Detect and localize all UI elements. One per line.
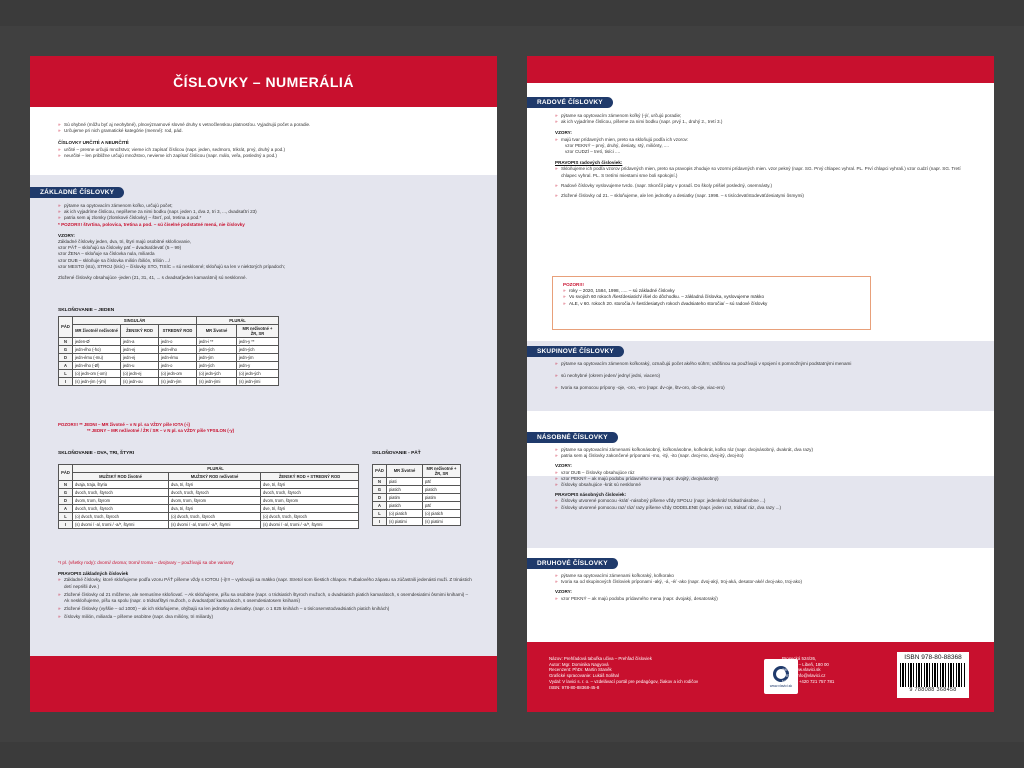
table-cell: (o) jedn-om (-om) <box>73 369 121 377</box>
table-row <box>59 377 279 385</box>
table-cell: jedn-ých <box>197 361 237 369</box>
nasobne-vzor: » vzor DUB – číslovky obsahujúce ráz <box>555 470 970 476</box>
table-cell: dvoch, troch, štyroch <box>261 489 359 497</box>
barcode-icon <box>900 663 966 687</box>
address-line: Praha 9 – Libeň, 180 00 <box>782 661 829 667</box>
page-title: ČÍSLOVKY – NUMERÁLIÁ <box>173 73 354 90</box>
nasobne-pravopis-item: » číslovky utvorené pomocou raz/ ráz/ razy píšeme vždy ODDELENE (napr. jeden raz, tridsať ráz, dva razy ...) <box>555 505 970 511</box>
table-cell: dve, tri, štyri <box>261 505 359 513</box>
table-row <box>373 509 461 517</box>
table-cell: dve, tri, štyri <box>261 481 359 489</box>
table-header: PÁD <box>59 465 73 481</box>
urcite-heading: ČÍSLOVKY URČITÉ A NEURČITÉ <box>58 140 129 146</box>
table-subheader: STREDNÝ ROD <box>159 325 197 338</box>
footer-line: Názov: Prehľadová tabuľka učiva – Prehľad čísloviek <box>549 656 652 661</box>
table-cell: dvoch, troch, štyroch <box>73 489 169 497</box>
table-cell: D <box>373 493 387 501</box>
table-cell: dvoch, troch, štyroch <box>73 505 169 513</box>
druhove-item: » tvoria sa od skupinových čísloviek príponami -aký, -á, -é/ -ako (napr. dvoj-aký, troj-aká, desator-aké/ dvoj-ako, troj-ako) <box>555 579 970 585</box>
table-cell: I <box>59 521 73 529</box>
druhove-vzory-heading: VZORY: <box>555 589 572 595</box>
radove-pravopis-item: » Zložené číslovky od 21. – skloňujeme, ale len jednotky a desiatky (napr. 1998. – s tisícdeväťstodeväťdesiatymi ôsmymi) <box>555 193 970 199</box>
vzory-line: vzor MESTO (sto), STROJ (tisíc) – číslovky STO, TISÍC = sú nesklonné; skloňujú sa len v niektorých prípadoch; <box>58 263 286 269</box>
table-cell: (s) piatimi <box>423 517 461 525</box>
radove-header <box>527 91 613 109</box>
table-cell: päť <box>423 501 461 509</box>
table-row <box>59 505 359 513</box>
table-title: SKLOŇOVANIE – JEDEN <box>58 308 115 313</box>
skupinove-title: SKUPINOVÉ ČÍSLOVKY <box>527 346 624 357</box>
table-subheader: MR životné/ neživotné <box>73 325 121 338</box>
nasobne-header <box>527 426 618 444</box>
pravopis-heading: PRAVOPIS základných čísloviek <box>58 571 129 577</box>
table-cell: (o) jedn-om <box>159 369 197 377</box>
table-cell: (s) jedn-ým (-ým) <box>73 377 121 385</box>
left-page <box>30 56 497 712</box>
table-row <box>59 489 359 497</box>
table-cell: jedn-i ** <box>197 337 237 345</box>
warning-item: » ALE, v 60. rokoch 20. storočia /v šesťdesiatych rokoch dvadsiateho storočia/ – sú radové číslovky <box>563 301 860 307</box>
footer-credits <box>549 656 698 690</box>
footer-line: Autor: Mgr. Dominika Nagyová <box>549 661 609 667</box>
table-cell: piatich <box>423 485 461 493</box>
jedni-warning <box>58 422 473 434</box>
vzory-heading: VZORY: <box>58 232 75 238</box>
publisher-address <box>782 656 834 685</box>
table-row <box>59 353 279 361</box>
radove-pravopis-item: » Skloňujeme ich podľa vzorov prídavných mien, preto sa pravopis zhoduje so vzormi prídavných mien. vzor pekný (napr. SG. Prvý chlapec vyhral. PL. Prví chlapci vyhrali.) vzor cudzí (napr. SG. Tretí chlapec vyhral. PL. S tretími miestami sme boli spokojní.) <box>555 166 970 178</box>
table-cell: dvaja, traja, štyria <box>73 481 169 489</box>
table-row <box>59 513 359 521</box>
warning-line: ** JEDNY – MR neživotné / ŽR / SR – v N pl. sa VŽDY píše YPSILON (-y) <box>87 428 235 434</box>
nasobne-title: NÁSOBNÉ ČÍSLOVKY <box>527 432 618 443</box>
table-cell: piatim <box>387 493 423 501</box>
table-cell: päť <box>423 477 461 485</box>
table-cell: (o) dvoch, troch, štyroch <box>169 513 261 521</box>
address-line: e-mail: info@vlavici.cz <box>782 673 826 679</box>
nasobne-vzor: » číslovky obsahujúce -krát sú nesklonné <box>555 482 970 488</box>
vzory-line: Základné číslovky jeden, dva, tri, štyri majú osobitné skloňovanie, <box>58 239 192 245</box>
table-cell: I <box>373 517 387 525</box>
table-row <box>373 477 461 485</box>
table-header: PLURÁL <box>197 317 279 325</box>
table-cell: jedn-a <box>121 337 159 345</box>
table-cell: (s) dvomi / -a/, tromi / -a/*, štyrmi <box>261 521 359 529</box>
jeden-table-block <box>58 308 473 386</box>
table-subheader: ŽENSKÝ ROD <box>121 325 159 338</box>
radove-section <box>555 113 970 199</box>
table-cell: (o) dvoch, troch, štyroch <box>73 513 169 521</box>
table-cell: (s) dvomi / -a/, tromi / -a/*, štyrmi <box>169 521 261 529</box>
table-header: PÁD <box>59 317 73 338</box>
table-cell: L <box>59 369 73 377</box>
table-row <box>59 345 279 353</box>
table-header: PLURÁL <box>73 465 359 473</box>
pravopis-item: » číslovky milión, miliarda – píšeme osobitne (napr. dva milióny, tri miliardy) <box>58 614 473 620</box>
jeden-table <box>58 316 279 386</box>
logo-url: www.vlavici.sk <box>769 683 793 688</box>
table-cell: piatim <box>423 493 461 501</box>
address-line: Prosecká 524/26, <box>782 656 817 661</box>
footer-line: Grafické spracovanie: Lukáš Solihal <box>549 673 619 679</box>
footer-line: Recenzent: PhDr. Martin Staněk <box>549 667 612 673</box>
skupinove-section <box>555 361 970 392</box>
nasobne-section <box>555 447 970 511</box>
table-cell: N <box>59 481 73 489</box>
intro-item: » Sú ohybné (môžu byť aj neohybné), plnovýznamové slovné druhy s vetnočlenskou platnosťou. Vyjadrujú počet a poradie. <box>58 122 473 128</box>
table-cell: dvom, trom, štyrom <box>169 497 261 505</box>
table-cell: (s) dvomi / -a/, tromi / -a/*, štyrmi <box>73 521 169 529</box>
table-cell: dvoch, troch, štyroch <box>169 489 261 497</box>
pat-table <box>372 464 461 526</box>
table-cell: jedn-ej <box>121 353 159 361</box>
table-header: MR životné <box>387 465 423 478</box>
radove-title: RADOVÉ ČÍSLOVKY <box>527 97 613 108</box>
druhove-vzor: » vzor PEKNÝ – ak majú podobu prídavného mena (napr. dvojaký, desatoraký) <box>555 596 970 602</box>
zlozene-note: Zložené číslovky obsahujúce -jeden (21, 31, 41, ... s dvadsaťjeden kamarátmi) sú nesklonné. <box>58 275 247 281</box>
pravopis-item: » Základné číslovky, ktoré skloňujeme podľa vzoru PÄŤ píšeme vždy s IOTOU (-i)!!! – vyslovujú sa mäkko (napr. Stretol som šiestich chlapov. Futbalového zápasu sa zúčastnili jedenásti muži. Z trinástich detí neprišli dve.) <box>58 577 473 589</box>
zakladne-item: » ak ich vyjadríme číslicou, nepíšeme za nimi bodku (napr. jeden 1, dva 2, tri 3, ..., dvadsaťtri 23) <box>58 209 473 215</box>
table-cell: jedn-ým <box>197 353 237 361</box>
vzory-line: vzor PÄŤ – skloňujú sa číslovky päť – dvadsaťdeväť (5 – 99) <box>58 245 182 251</box>
address-line: telefón.: +420 721 757 781 <box>782 678 835 684</box>
intro-section <box>58 122 473 159</box>
right-footer <box>527 642 994 712</box>
vzory-line: vzor DUB – skloňuje sa číslovka milión /bilión, trilión .../ <box>58 257 171 263</box>
nasobne-pravopis-item: » číslovky utvorené pomocou -krát/ -násobný píšeme vždy SPOLU (napr. jedenkrát/ tridsaťnásobne ...) <box>555 498 970 504</box>
pravopis-item: » Zložené číslovky od 21 môžeme, ale nemusíme skloňovať. – Ak skloňujeme, píšu sa osobitne (napr. o tridsiatich štyroch mužoch, o dvadsiatich piatich kamarátoch, s osemdesiatimi ôsmimi knihami) – Ak neskloňujeme, píšu sa spolu (napr. o tridsaťštyri mužoch, o dvadsaťpäť kamarátoch, s osemdesiatosem knihami) <box>58 592 473 604</box>
radove-item: » pýtame sa opytovacím zámenom koľký (-ý/, určujú poradie; <box>555 113 970 119</box>
table-title: SKLOŇOVANIE - PÄŤ <box>372 451 421 456</box>
table-cell: (o) piatich <box>423 509 461 517</box>
druhove-title: DRUHOVÉ ČÍSLOVKY <box>527 558 618 569</box>
table-header: PÁD <box>373 465 387 478</box>
table-cell: jedn-ých <box>197 345 237 353</box>
table-row <box>59 521 359 529</box>
skupinove-header <box>527 340 624 358</box>
zlomky-warning: * POZOR!!! štvrtina, polovica, tretina a pod. – sú číselné podstatné mená, nie číslovky <box>58 221 245 227</box>
right-page <box>527 56 994 712</box>
table-cell: jedn-ého (-ho) <box>73 345 121 353</box>
table-row <box>373 485 461 493</box>
urcite-item: » určité – presne určujú množstvo; vieme ich zapísať číslicou (napr. jeden, sedmoro, trikrát, prvý, druhý a pod.) <box>58 147 473 153</box>
table-cell: (s) jedn-ým <box>159 377 197 385</box>
table-row <box>59 361 279 369</box>
druhove-item: » pýtame sa opytovacími zámenami koľkoraký, koľkorako <box>555 573 970 579</box>
radove-vzor: vzor CUDZÍ – tretí, tisíci .... <box>565 149 621 155</box>
warning-line: POZOR!!! ** JEDNI – MR životné – v N pl. sa VŽDY píše IOTA (-i) <box>58 422 190 427</box>
table-cell: piati <box>387 477 423 485</box>
table-cell: piatich <box>387 501 423 509</box>
skupinove-item: » sú neohybné (okrem jeden/ jedny/ jedni, viacero) <box>555 373 970 379</box>
dva-table <box>58 464 359 529</box>
table-cell: jedn-u <box>121 361 159 369</box>
table-cell: G <box>373 485 387 493</box>
nasobne-vzory-heading: VZORY: <box>555 463 572 469</box>
table-row <box>373 493 461 501</box>
radove-vzor: » majú tvar prídavných mien, preto sa skloňujú podľa ich vzorov: <box>555 137 970 143</box>
table-cell: jedn-ého (-Ø) <box>73 361 121 369</box>
radove-pravopis-heading: PRAVOPIS radových čísloviek: <box>555 160 623 166</box>
table-row <box>59 481 359 489</box>
intro-item: » Určujeme pri nich gramatické kategórie (menné): rod, pád. <box>58 128 473 134</box>
table-cell: (s) jedn-ými <box>237 377 279 385</box>
plural-note: *I pl. (všetky rody): dvomi/ dvoma; tromi/ troma – dvojtvary – používajú sa obe varianty <box>58 560 234 565</box>
table-header: MR neživotné + ŽR, SR <box>423 465 461 478</box>
table-cell: (s) piatimi <box>387 517 423 525</box>
radove-item: » ak ich vyjadríme číslicou, píšeme za nimi bodku (napr. prvý 1., druhý 2., tretí 3.) <box>555 119 970 125</box>
left-title-bar <box>30 56 497 107</box>
address-line: web: www.vlavici.sk <box>782 667 821 673</box>
zakladne-header <box>30 181 124 199</box>
warning-heading: POZOR!!! <box>563 282 584 287</box>
table-cell: (s) jedn-ými <box>197 377 237 385</box>
table-cell: dva, tri, štyri <box>169 505 261 513</box>
table-cell: G <box>59 489 73 497</box>
table-cell: jedn-o <box>159 337 197 345</box>
table-cell: G <box>59 345 73 353</box>
radove-vzor: vzor PEKNÝ – prvý, druhý, desiaty, stý, miliónty, .... <box>565 142 669 148</box>
table-cell: jedn-ej <box>121 345 159 353</box>
zakladne-section <box>58 203 473 281</box>
table-subheader: MUŽSKÝ ROD neživotné <box>169 473 261 481</box>
table-cell: D <box>59 353 73 361</box>
table-row <box>373 517 461 525</box>
zakladne-title: ZÁKLADNÉ ČÍSLOVKY <box>30 187 124 198</box>
table-cell: jedn-ých <box>237 345 279 353</box>
nasobne-pravopis-heading: PRAVOPIS násobných čísloviek: <box>555 492 627 498</box>
druhove-header <box>527 552 618 570</box>
table-cell: jedn-y <box>237 361 279 369</box>
zakladne-item: » patria sem aj zlomky (zlomkové číslovky) – štvrť, pol, tretina a pod.* <box>58 215 473 221</box>
table-cell: N <box>373 477 387 485</box>
isbn-label: ISBN 978-80-88368 <box>904 654 962 661</box>
isbn-barcode <box>897 652 969 698</box>
radove-vzory-heading: VZORY: <box>555 130 572 136</box>
skupinove-item: » tvoria sa pomocou prípony -oje, -oro, -ero (napr. dv-oje, štv-oro, ob-oje, viac-ero) <box>555 385 970 391</box>
table-cell: dva, tri, štyri <box>169 481 261 489</box>
table-header: SINGULÁR <box>73 317 197 325</box>
vzory-line: vzor ŽENA – skloňuje sa číslovka nula, miliarda <box>58 251 155 257</box>
table-cell: jedn-ému (-mu) <box>73 353 121 361</box>
warning-item: » Vo svojich 60 rokoch /šesťdesiatich/ išiel do dôchodku. – základná číslovka, vyslovujeme mäkko <box>563 294 860 300</box>
left-bottom-bar <box>30 656 497 712</box>
table-cell: jeden-Ø <box>73 337 121 345</box>
pravopis-section <box>58 560 473 621</box>
table-cell: L <box>373 509 387 517</box>
radove-pravopis-item: » Radové číslovky vyslovujeme tvrdo. (napr. Skončil piaty v poradí. Do školy prišiel posledný, osemnásty.) <box>555 183 970 189</box>
table-cell: D <box>59 497 73 505</box>
nasobne-item: » patria sem aj číslovky zakončené príponami -mo, -itý, -ito (napr. dvoj-mo, dvoj-itý, dvoj-ito) <box>555 453 970 459</box>
table-cell: jedn-ým <box>237 353 279 361</box>
table-cell: (o) jedn-ých <box>197 369 237 377</box>
table-cell: (s) jedn-ou <box>121 377 159 385</box>
nasobne-vzor: » vzor PEKNÝ – ak majú podobu prídavného mena (napr. dvojitý, dvojnásobný) <box>555 476 970 482</box>
pat-table-block <box>372 451 461 526</box>
barcode-number: 9 788088 368458 <box>909 687 957 693</box>
table-subheader: MR neživotné + ŽR, SR <box>237 325 279 338</box>
nasobne-item: » pýtame sa opytovacími zámenami koľkonásobný, koľkonásobne, koľkokrát, koľko ráz (napr. dvojnásobný, dvakrát, dva razy) <box>555 447 970 453</box>
table-cell: (o) piatich <box>387 509 423 517</box>
table-row <box>59 369 279 377</box>
urcite-item: » neurčité – len približne určujú množstvo, nevieme ich zapísať číslicou (napr. málo, veľa, posledný a pod.) <box>58 153 473 159</box>
table-row <box>373 501 461 509</box>
table-cell: piatich <box>387 485 423 493</box>
zakladne-item: » pýtame sa opytovacím zámenom koľko, určujú počet; <box>58 203 473 209</box>
table-cell: jedn-ého <box>159 345 197 353</box>
table-cell: (o) jedn-ej <box>121 369 159 377</box>
table-cell: I <box>59 377 73 385</box>
table-cell: jedn-y ** <box>237 337 279 345</box>
footer-line: ISBN: 978-80-88368-45-8 <box>549 684 600 690</box>
table-row <box>59 337 279 345</box>
table-cell: N <box>59 337 73 345</box>
table-cell: jedn-ému <box>159 353 197 361</box>
dva-table-block <box>58 451 359 529</box>
pravopis-item: » Zložené číslovky (vyššie – od 1000) – ak ich skloňujeme, ohýbajú sa len jednotky a desiatky. (napr. o 1 825 knihách – o tisícosemstodvadsiatich piatich knihách) <box>58 606 473 612</box>
table-cell: A <box>59 361 73 369</box>
table-cell: L <box>59 513 73 521</box>
table-subheader: MR životné <box>197 325 237 338</box>
table-cell: A <box>59 505 73 513</box>
table-title: SKLOŇOVANIE - DVA, TRI, ŠTYRI <box>58 451 135 456</box>
roky-warning-box <box>552 276 871 330</box>
table-cell: jedn-o <box>159 361 197 369</box>
table-cell: (o) dvoch, troch, štyroch <box>261 513 359 521</box>
skupinove-item: » pýtame sa opytovacím zámenom koľkoraký, označujú počet akého súhrn; väčšinou sa používajú v spojení s pomnožnými podstatnými menami <box>555 361 970 367</box>
footer-line: Vydal: V lavici s. r. o. – vzdelávací portál pre pedagógov, žiakov a ich rodičov <box>549 678 699 684</box>
table-cell: dvom, trom, štyrom <box>261 497 359 505</box>
table-cell: A <box>373 501 387 509</box>
table-subheader: ŽENSKÝ ROD + STREDNÝ ROD <box>261 473 359 481</box>
table-row <box>59 497 359 505</box>
druhove-section <box>555 573 970 602</box>
table-subheader: MUŽSKÝ ROD životné <box>73 473 169 481</box>
warning-item: » roky – 2020, 1584, 1998, ..... – sú základné číslovky <box>563 288 860 294</box>
right-top-bar <box>527 56 994 83</box>
table-cell: dvom, trom, štyrom <box>73 497 169 505</box>
table-cell: (o) jedn-ých <box>237 369 279 377</box>
